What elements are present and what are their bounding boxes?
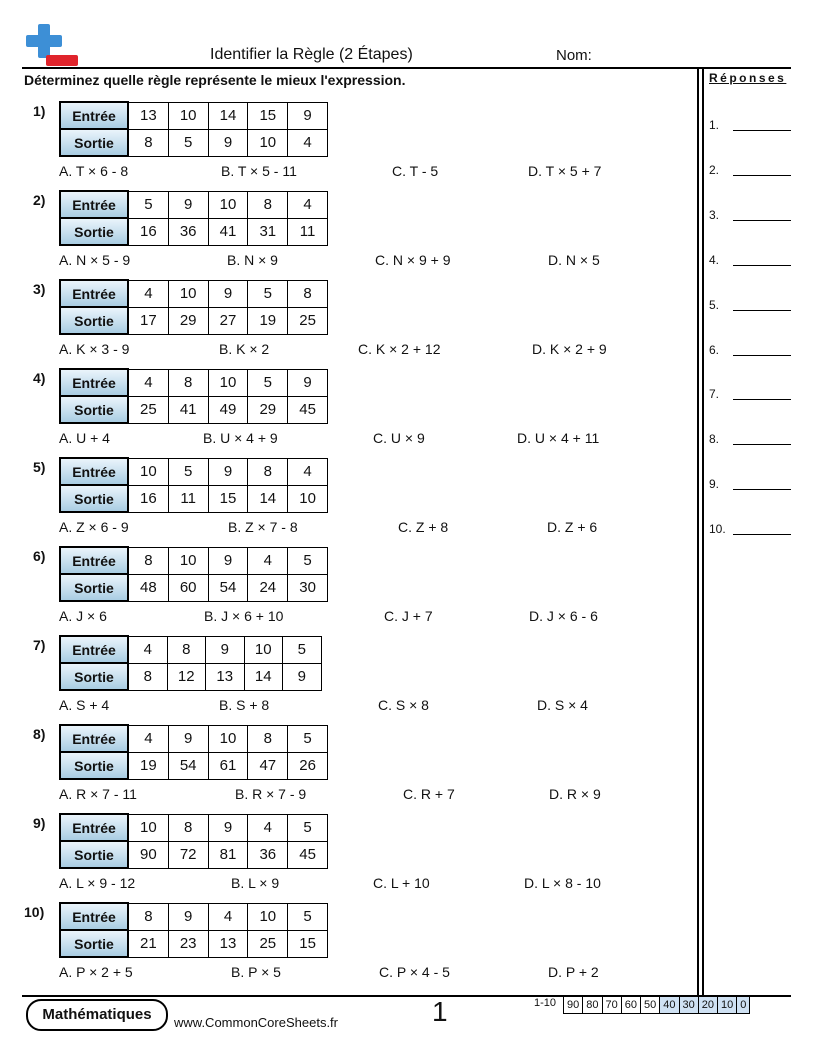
input-cell: 9 (208, 814, 248, 841)
problem-number: 5) (33, 459, 46, 475)
choice-d: D. P + 2 (548, 964, 599, 980)
choice-c: C. P × 4 - 5 (379, 964, 450, 980)
page-number: 1 (432, 996, 448, 1027)
answer-number: 7. (709, 387, 720, 402)
answer-blank[interactable] (709, 118, 793, 132)
input-cell: 4 (288, 458, 328, 485)
output-cell: 15 (288, 930, 328, 957)
logo-plus-minus-icon (24, 22, 80, 68)
output-row-label: Sortie (60, 129, 128, 156)
table-row (60, 369, 327, 396)
choice-a: A. R × 7 - 11 (59, 786, 137, 802)
choice-d: D. L × 8 - 10 (524, 875, 601, 891)
output-cell: 27 (208, 307, 248, 334)
input-cell: 10 (168, 547, 208, 574)
input-cell: 5 (288, 903, 328, 930)
input-cell: 4 (248, 814, 288, 841)
output-cell: 36 (248, 841, 288, 868)
input-cell: 10 (128, 814, 168, 841)
input-cell: 4 (208, 903, 248, 930)
score-cell: 20 (699, 997, 718, 1013)
input-cell: 4 (248, 547, 288, 574)
answer-line (733, 175, 791, 176)
output-row-label: Sortie (60, 218, 128, 245)
input-cell: 8 (168, 814, 208, 841)
input-row-label: Entrée (60, 547, 128, 574)
table-row (60, 129, 327, 156)
input-output-table (59, 101, 328, 157)
answer-column-divider-inner (702, 67, 704, 996)
score-cell: 10 (718, 997, 737, 1013)
input-cell: 8 (128, 547, 168, 574)
choice-c: C. K × 2 + 12 (358, 341, 441, 357)
output-cell: 81 (208, 841, 248, 868)
choice-b: B. R × 7 - 9 (235, 786, 307, 802)
score-cell: 0 (737, 997, 749, 1013)
input-row-label: Entrée (60, 280, 128, 307)
answer-blank[interactable] (709, 208, 793, 222)
table-row (60, 547, 327, 574)
input-cell: 9 (208, 547, 248, 574)
input-output-table (59, 724, 328, 780)
input-cell: 10 (168, 280, 208, 307)
table-row (60, 218, 327, 245)
choice-d: D. S × 4 (537, 697, 588, 713)
choice-d: D. Z + 6 (547, 519, 598, 535)
output-row-label: Sortie (60, 396, 128, 423)
input-output-table (59, 546, 328, 602)
output-cell: 47 (248, 752, 288, 779)
output-cell: 11 (168, 485, 208, 512)
output-cell: 29 (168, 307, 208, 334)
input-row-label: Entrée (60, 458, 128, 485)
answer-line (733, 310, 791, 311)
input-cell: 5 (288, 814, 328, 841)
choice-a: A. S + 4 (59, 697, 110, 713)
problem-number: 3) (33, 281, 46, 297)
input-output-table (59, 457, 328, 513)
output-row-label: Sortie (60, 752, 128, 779)
choice-c: C. R + 7 (403, 786, 455, 802)
output-cell: 31 (248, 218, 288, 245)
score-cell: 40 (660, 997, 679, 1013)
input-cell: 5 (248, 280, 288, 307)
output-cell: 45 (288, 396, 328, 423)
input-cell: 8 (248, 458, 288, 485)
choice-a: A. U + 4 (59, 430, 110, 446)
output-cell: 48 (128, 574, 168, 601)
input-cell: 5 (128, 191, 168, 218)
input-cell: 8 (128, 903, 168, 930)
output-cell: 4 (288, 129, 328, 156)
output-cell: 25 (248, 930, 288, 957)
input-cell: 5 (248, 369, 288, 396)
output-cell: 41 (208, 218, 248, 245)
score-cell: 70 (603, 997, 622, 1013)
output-cell: 10 (288, 485, 328, 512)
table-row (60, 191, 327, 218)
problem-number: 6) (33, 548, 46, 564)
choice-b: B. J × 6 + 10 (204, 608, 284, 624)
input-cell: 13 (128, 102, 168, 129)
input-cell: 8 (248, 191, 288, 218)
problem-number: 2) (33, 192, 46, 208)
choice-b: B. P × 5 (231, 964, 281, 980)
problem-number: 9) (33, 815, 46, 831)
input-row-label: Entrée (60, 814, 128, 841)
input-output-table (59, 813, 328, 869)
input-cell: 9 (288, 369, 328, 396)
input-cell: 9 (208, 458, 248, 485)
output-row-label: Sortie (60, 574, 128, 601)
output-cell: 8 (128, 129, 168, 156)
input-cell: 8 (167, 636, 206, 663)
worksheet-title: Identifier la Règle (2 Étapes) (210, 46, 413, 63)
output-cell: 90 (128, 841, 168, 868)
choice-c: C. J + 7 (384, 608, 433, 624)
output-cell: 21 (128, 930, 168, 957)
name-label: Nom: (556, 47, 592, 64)
answer-blank[interactable] (709, 432, 793, 446)
table-row (60, 396, 327, 423)
choice-d: D. R × 9 (549, 786, 601, 802)
output-cell: 26 (288, 752, 328, 779)
input-output-table (59, 902, 328, 958)
answer-blank[interactable] (709, 253, 793, 267)
output-row-label: Sortie (60, 841, 128, 868)
input-cell: 4 (128, 725, 168, 752)
output-cell: 13 (206, 663, 245, 690)
problem-number: 10) (24, 904, 45, 920)
input-output-table (59, 190, 328, 246)
choice-d: D. K × 2 + 9 (532, 341, 607, 357)
output-row-label: Sortie (60, 485, 128, 512)
answer-line (733, 444, 791, 445)
choice-a: A. T × 6 - 8 (59, 163, 129, 179)
input-row-label: Entrée (60, 102, 128, 129)
output-cell: 16 (128, 485, 168, 512)
answer-blank[interactable] (709, 477, 793, 491)
choice-b: B. N × 9 (227, 252, 278, 268)
table-row (60, 930, 327, 957)
output-cell: 9 (283, 663, 322, 690)
output-cell: 19 (128, 752, 168, 779)
input-output-table (59, 635, 322, 691)
output-cell: 61 (208, 752, 248, 779)
choice-b: B. L × 9 (231, 875, 280, 891)
input-cell: 10 (208, 369, 248, 396)
answer-line (733, 489, 791, 490)
choice-c: C. N × 9 + 9 (375, 252, 451, 268)
output-cell: 19 (248, 307, 288, 334)
output-cell: 45 (288, 841, 328, 868)
score-table (563, 996, 750, 1014)
answers-heading: Réponses (709, 71, 787, 85)
table-row (60, 102, 327, 129)
input-cell: 5 (288, 725, 328, 752)
input-cell: 5 (283, 636, 322, 663)
input-cell: 10 (208, 191, 248, 218)
output-cell: 25 (288, 307, 328, 334)
table-row (60, 636, 321, 663)
input-cell: 10 (128, 458, 168, 485)
choice-d: D. N × 5 (548, 252, 600, 268)
input-cell: 8 (168, 369, 208, 396)
table-row (60, 458, 327, 485)
choice-a: A. Z × 6 - 9 (59, 519, 129, 535)
choice-a: A. N × 5 - 9 (59, 252, 131, 268)
output-cell: 14 (244, 663, 283, 690)
output-cell: 49 (208, 396, 248, 423)
answer-number: 6. (709, 342, 720, 357)
output-cell: 72 (168, 841, 208, 868)
input-row-label: Entrée (60, 725, 128, 752)
header-divider (22, 67, 791, 69)
choice-b: B. Z × 7 - 8 (228, 519, 298, 535)
instructions: Déterminez quelle règle représente le mieux l'expression. (24, 72, 406, 88)
output-cell: 36 (168, 218, 208, 245)
score-cell: 80 (583, 997, 602, 1013)
choice-a: A. L × 9 - 12 (59, 875, 136, 891)
table-row (60, 725, 327, 752)
output-cell: 30 (288, 574, 328, 601)
input-output-table (59, 368, 328, 424)
input-row-label: Entrée (60, 636, 128, 663)
input-cell: 4 (288, 191, 328, 218)
choice-b: B. S + 8 (219, 697, 270, 713)
choice-c: C. U × 9 (373, 430, 425, 446)
answer-blank[interactable] (709, 343, 793, 357)
answer-line (733, 220, 791, 221)
output-cell: 60 (168, 574, 208, 601)
answer-line (733, 130, 791, 131)
problem-number: 1) (33, 103, 46, 119)
input-cell: 8 (248, 725, 288, 752)
answer-blank[interactable] (709, 163, 793, 177)
output-cell: 16 (128, 218, 168, 245)
output-cell: 8 (128, 663, 167, 690)
subject-badge: Mathématiques (26, 999, 168, 1031)
problem-number: 7) (33, 637, 46, 653)
output-cell: 17 (128, 307, 168, 334)
answer-line (733, 355, 791, 356)
choice-b: B. T × 5 - 11 (221, 163, 297, 179)
answer-blank[interactable] (709, 387, 793, 401)
choice-b: B. U × 4 + 9 (203, 430, 278, 446)
output-cell: 12 (167, 663, 206, 690)
answer-number: 10. (709, 522, 726, 537)
input-cell: 10 (244, 636, 283, 663)
choice-a: A. J × 6 (59, 608, 107, 624)
input-output-table (59, 279, 328, 335)
input-cell: 10 (168, 102, 208, 129)
choice-d: D. U × 4 + 11 (517, 430, 600, 446)
input-cell: 9 (168, 191, 208, 218)
answer-line (733, 399, 791, 400)
answer-number: 8. (709, 432, 720, 447)
choice-d: D. T × 5 + 7 (528, 163, 602, 179)
table-row (60, 752, 327, 779)
output-cell: 24 (248, 574, 288, 601)
output-cell: 54 (168, 752, 208, 779)
choice-a: A. K × 3 - 9 (59, 341, 130, 357)
website-link[interactable]: www.CommonCoreSheets.fr (174, 1015, 338, 1030)
output-cell: 54 (208, 574, 248, 601)
choice-c: C. L + 10 (373, 875, 430, 891)
input-cell: 5 (168, 458, 208, 485)
choice-c: C. Z + 8 (398, 519, 449, 535)
input-cell: 15 (248, 102, 288, 129)
answer-number: 9. (709, 477, 720, 492)
input-cell: 9 (168, 725, 208, 752)
input-cell: 14 (208, 102, 248, 129)
answer-column-divider (697, 67, 699, 996)
input-row-label: Entrée (60, 903, 128, 930)
table-row (60, 903, 327, 930)
output-cell: 9 (208, 129, 248, 156)
input-cell: 10 (208, 725, 248, 752)
answer-blank[interactable] (709, 298, 793, 312)
score-range-label: 1-10 (534, 997, 557, 1009)
problem-number: 4) (33, 370, 46, 386)
answer-number: 5. (709, 297, 720, 312)
output-cell: 5 (168, 129, 208, 156)
table-row (60, 663, 321, 690)
input-cell: 9 (206, 636, 245, 663)
choice-c: C. T - 5 (392, 163, 439, 179)
output-cell: 23 (168, 930, 208, 957)
input-cell: 10 (248, 903, 288, 930)
answer-line (733, 534, 791, 535)
answer-number: 2. (709, 162, 720, 177)
answer-number: 4. (709, 252, 720, 267)
input-cell: 9 (208, 280, 248, 307)
input-row-label: Entrée (60, 369, 128, 396)
answer-line (733, 265, 791, 266)
input-cell: 4 (128, 636, 167, 663)
choice-c: C. S × 8 (378, 697, 429, 713)
table-row (60, 485, 327, 512)
output-cell: 15 (208, 485, 248, 512)
score-cell: 60 (622, 997, 641, 1013)
output-cell: 13 (208, 930, 248, 957)
input-cell: 8 (288, 280, 328, 307)
score-cell: 30 (680, 997, 699, 1013)
problem-number: 8) (33, 726, 46, 742)
input-row-label: Entrée (60, 191, 128, 218)
input-cell: 5 (288, 547, 328, 574)
input-cell: 9 (168, 903, 208, 930)
input-cell: 9 (288, 102, 328, 129)
table-row (60, 814, 327, 841)
table-row (60, 307, 327, 334)
choice-d: D. J × 6 - 6 (529, 608, 598, 624)
output-cell: 29 (248, 396, 288, 423)
output-cell: 14 (248, 485, 288, 512)
output-cell: 11 (288, 218, 328, 245)
answer-blank[interactable] (709, 522, 793, 536)
output-row-label: Sortie (60, 663, 128, 690)
score-cell: 50 (641, 997, 660, 1013)
output-cell: 25 (128, 396, 168, 423)
choice-a: A. P × 2 + 5 (59, 964, 133, 980)
output-row-label: Sortie (60, 307, 128, 334)
input-cell: 4 (128, 280, 168, 307)
answer-number: 1. (709, 118, 720, 132)
input-cell: 4 (128, 369, 168, 396)
output-cell: 41 (168, 396, 208, 423)
table-row (60, 841, 327, 868)
score-cell: 90 (564, 997, 583, 1013)
output-cell: 10 (248, 129, 288, 156)
table-row (60, 574, 327, 601)
choice-b: B. K × 2 (219, 341, 270, 357)
answer-number: 3. (709, 207, 720, 222)
output-row-label: Sortie (60, 930, 128, 957)
table-row (60, 280, 327, 307)
